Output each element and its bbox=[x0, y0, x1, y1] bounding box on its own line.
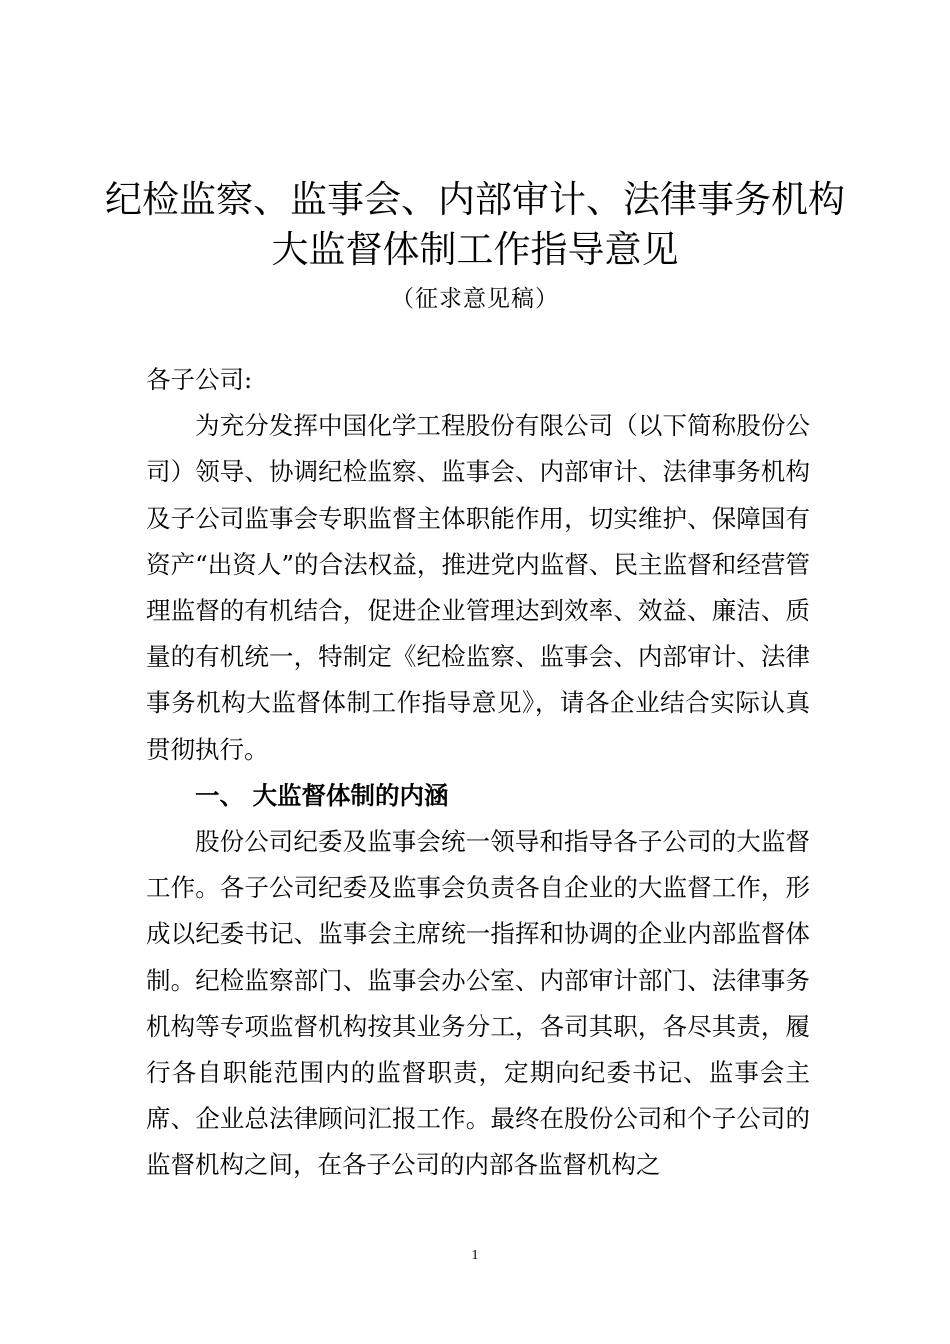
document-title-line-1: 纪检监察、监事会、内部审计、法律事务机构 bbox=[105, 178, 845, 221]
section-1-paragraph: 股份公司纪委及监事会统一领导和指导各子公司的大监督工作。各子公司纪委及监事会负责各自企业的大监督工作，形成以纪委书记、监事会主席统一指挥和协调的企业内部监督体制。纪检监察部门、监事会办公室、内部审计部门、法律事务机构等专项监督机构按其业务分工，各司其职，各尽其责，履行各自职能范围内的监督职责，定期向纪委书记、监事会主席、企业总法律顾问汇报工作。最终在股份公司和个子公司的监督机构之间，在各子公司的内部各监督机构之 bbox=[146, 827, 810, 1180]
document-body bbox=[146, 357, 810, 1189]
salutation: 各子公司: bbox=[146, 365, 253, 394]
section-heading-1: 一、 大监督体制的内涵 bbox=[195, 780, 449, 810]
intro-paragraph: 为充分发挥中国化学工程股份有限公司（以下简称股份公司）领导、协调纪检监察、监事会、内部审计、法律事务机构及子公司监事会专职监督主体职能作用，切实维护、保障国有资产“出资人”的合法权益，推进党内监督、民主监督和经营管理监督的有机结合，促进企业管理达到效率、效益、廉洁、质量的有机统一，特制定《纪检监察、监事会、内部审计、法律事务机构大监督体制工作指导意见》，请各企业结合实际认真贯彻执行。 bbox=[146, 411, 810, 764]
document-subtitle: （征求意见稿） bbox=[391, 286, 559, 312]
page-number: 1 bbox=[471, 1248, 479, 1263]
document-title-line-2: 大监督体制工作指导意见 bbox=[271, 228, 679, 271]
